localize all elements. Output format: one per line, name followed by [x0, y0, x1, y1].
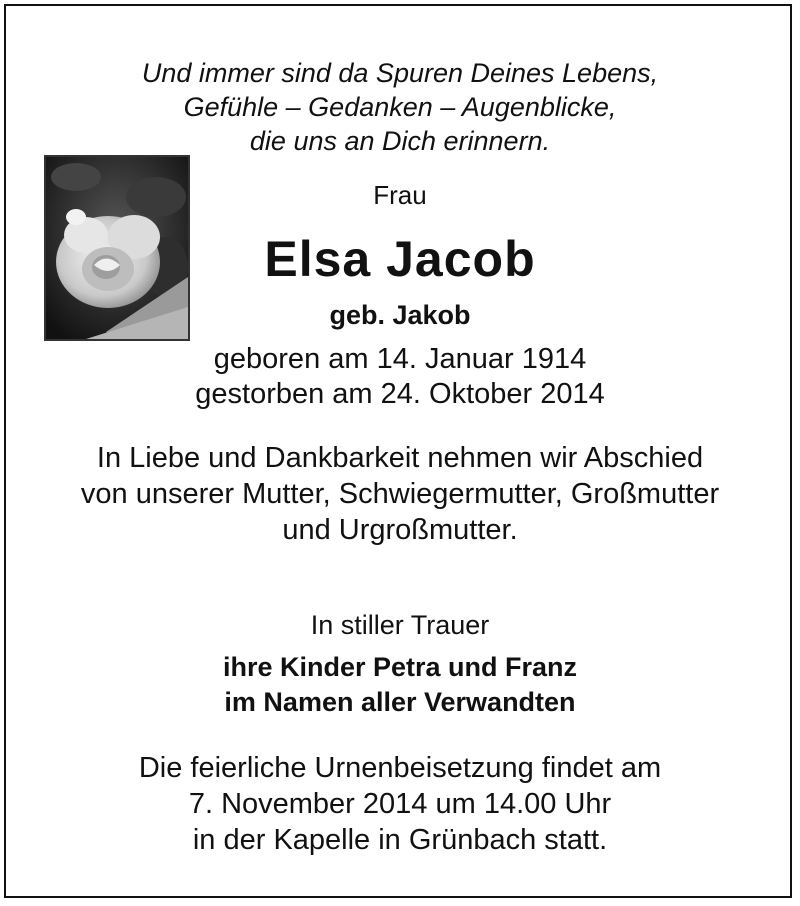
funeral-info: [0, 750, 800, 858]
farewell-line: von unserer Mutter, Schwiegermutter, Großmutter: [80, 478, 720, 510]
farewell-text: [0, 440, 800, 548]
funeral-line: Die feierliche Urnenbeisetzung findet am: [138, 752, 662, 784]
maiden-name: geb. Jakob: [329, 300, 471, 330]
death-date: gestorben am 24. Oktober 2014: [195, 378, 605, 410]
farewell-line: und Urgroßmutter.: [282, 514, 518, 546]
birth-date: geboren am 14. Januar 1914: [213, 343, 587, 375]
mourning-heading: In stiller Trauer: [310, 610, 490, 640]
deceased-name: Elsa Jacob: [264, 231, 536, 287]
mourners: [0, 650, 800, 720]
memorial-verse: [0, 56, 800, 158]
life-dates: [0, 342, 800, 412]
title-prefix: Frau: [373, 180, 427, 210]
verse-line: Gefühle – Gedanken – Augenblicke,: [183, 92, 617, 122]
verse-line: Und immer sind da Spuren Deines Lebens,: [141, 58, 659, 88]
mourners-line: im Namen aller Verwandten: [224, 687, 576, 717]
farewell-line: In Liebe und Dankbarkeit nehmen wir Abschied: [96, 442, 704, 474]
verse-line: die uns an Dich erinnern.: [249, 126, 551, 156]
mourners-line: ihre Kinder Petra und Franz: [222, 652, 578, 682]
funeral-line: in der Kapelle in Grünbach statt.: [192, 824, 608, 856]
funeral-line: 7. November 2014 um 14.00 Uhr: [188, 788, 612, 820]
